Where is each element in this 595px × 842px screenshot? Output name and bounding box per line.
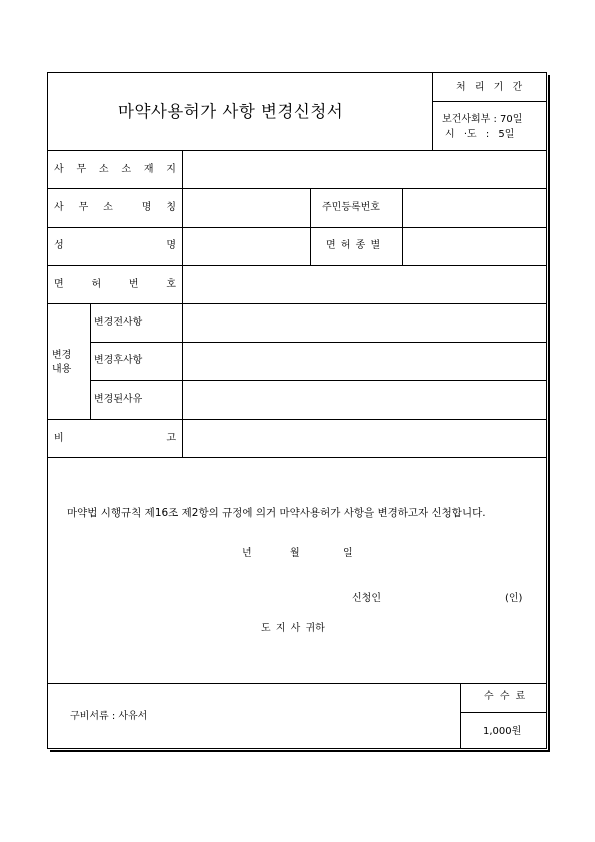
- row-divider: [47, 227, 547, 228]
- row-divider: [90, 342, 547, 343]
- date-day: 일: [343, 548, 353, 559]
- fee-column-divider: [460, 683, 461, 749]
- label-change-reason: 변경된사유: [94, 394, 143, 405]
- label-change-group: 변경 내용: [52, 350, 72, 375]
- label-name: 성 명: [54, 240, 176, 251]
- processing-period-province: 시 ·도 : 5일: [445, 129, 515, 140]
- form-title: 마약사용허가 사항 변경신청서: [118, 102, 344, 121]
- seal-mark: (인): [505, 593, 523, 604]
- change-group-divider: [90, 303, 91, 419]
- row-divider: [47, 150, 547, 151]
- row-divider: [47, 419, 547, 420]
- row-divider: [47, 303, 547, 304]
- row-divider: [47, 683, 547, 684]
- label-resident-number: 주민등록번호: [322, 202, 380, 213]
- processing-period-ministry: 보건사회부 : 70일: [442, 114, 523, 125]
- row-divider: [47, 188, 547, 189]
- middle-divider: [402, 188, 403, 265]
- date-month: 월: [290, 548, 300, 559]
- label-remarks: 비 고: [54, 433, 176, 444]
- label-column-divider: [182, 150, 183, 457]
- applicant-label: 신청인: [352, 593, 381, 604]
- fee-divider: [460, 712, 547, 713]
- row-divider: [47, 265, 547, 266]
- statement-text: 마약법 시행규칙 제16조 제2항의 규정에 의거 마약사용허가 사항을 변경하고자 신청합니다.: [67, 507, 486, 519]
- label-change-after: 변경후사항: [94, 355, 143, 366]
- label-license-number: 면 허 번 호: [54, 279, 176, 290]
- processing-divider: [432, 101, 547, 102]
- processing-period-label: 처 리 기 간: [456, 82, 526, 93]
- date-year: 년: [242, 548, 252, 559]
- addressee: 도 지 사 귀하: [261, 623, 325, 634]
- label-office-address: 사 무 소 소 재 지: [54, 164, 176, 175]
- middle-divider: [310, 188, 311, 265]
- label-office-name: 사 무 소 명 칭: [54, 202, 176, 213]
- header-divider: [432, 72, 433, 150]
- required-documents: 구비서류 : 사유서: [70, 711, 148, 722]
- label-change-before: 변경전사항: [94, 317, 143, 328]
- fee-label: 수 수 료: [484, 691, 526, 702]
- fee-amount: 1,000원: [483, 726, 522, 737]
- row-divider: [47, 457, 547, 458]
- label-license-type: 면 허 종 별: [326, 240, 381, 251]
- row-divider: [90, 380, 547, 381]
